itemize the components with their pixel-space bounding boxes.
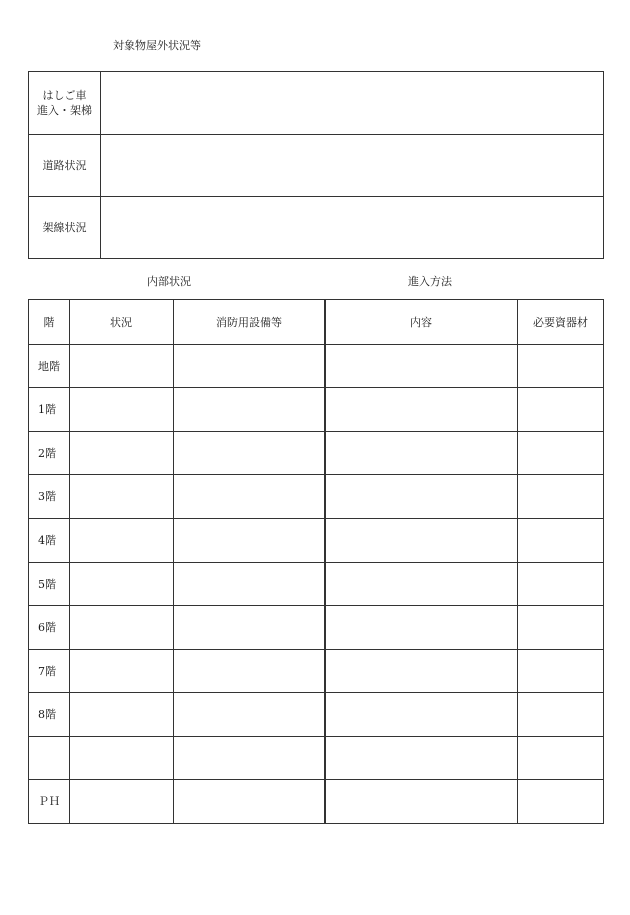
table-cell[interactable] <box>325 518 517 562</box>
table-cell[interactable] <box>325 736 517 779</box>
entry-method-title: 進入方法 <box>408 275 452 288</box>
floor-label: 1階 <box>38 403 56 416</box>
table-cell[interactable] <box>325 605 517 649</box>
table-cell[interactable] <box>325 387 517 431</box>
table-cell[interactable] <box>517 562 604 605</box>
outdoor-row-road <box>29 134 603 196</box>
column-header: 消防用設備等 <box>216 316 282 329</box>
outdoor-status-table <box>28 71 604 259</box>
table-cell[interactable] <box>173 474 325 518</box>
table-cell[interactable] <box>517 692 604 736</box>
table-cell[interactable] <box>69 692 173 736</box>
column-header: 必要資器材 <box>533 316 588 329</box>
floor-status-table <box>28 299 604 824</box>
table-cell[interactable] <box>69 474 173 518</box>
floor-label: 4階 <box>38 534 56 547</box>
floor-label: 地階 <box>38 359 60 373</box>
column-header: 状況 <box>110 316 132 329</box>
internal-status-title: 内部状況 <box>147 275 191 288</box>
table-cell[interactable] <box>517 431 604 474</box>
floor-label: 2階 <box>38 446 56 460</box>
table-cell[interactable] <box>325 779 517 823</box>
table-cell[interactable] <box>69 649 173 692</box>
floor-label <box>29 736 69 779</box>
table-cell[interactable] <box>173 387 325 431</box>
table-cell[interactable] <box>517 518 604 562</box>
floor-label: 5階 <box>38 577 56 591</box>
table-cell[interactable] <box>173 518 325 562</box>
table-cell[interactable] <box>173 344 325 387</box>
table-cell[interactable] <box>173 736 325 779</box>
table-cell[interactable] <box>69 387 173 431</box>
column-header: 階 <box>43 316 55 329</box>
table-cell[interactable] <box>517 474 604 518</box>
table-cell[interactable] <box>69 431 173 474</box>
table-cell[interactable] <box>69 562 173 605</box>
column-header: 内容 <box>410 316 432 329</box>
table-cell[interactable] <box>517 344 604 387</box>
outdoor-row-label: 架線状況 <box>29 197 101 258</box>
table-cell[interactable] <box>517 605 604 649</box>
table-cell[interactable] <box>69 518 173 562</box>
table-cell[interactable] <box>517 649 604 692</box>
table-cell[interactable] <box>173 649 325 692</box>
floor-label: 6階 <box>38 621 56 634</box>
outdoor-row-ladder <box>29 72 603 134</box>
table-cell[interactable] <box>517 779 604 823</box>
outdoor-row-wires <box>29 196 603 258</box>
table-cell[interactable] <box>325 692 517 736</box>
table-cell[interactable] <box>173 431 325 474</box>
table-cell[interactable] <box>325 431 517 474</box>
table-cell[interactable] <box>69 344 173 387</box>
outdoor-row-label: はしご車 進入・架梯 <box>29 72 101 134</box>
table-cell[interactable] <box>173 779 325 823</box>
table-cell[interactable] <box>69 605 173 649</box>
floor-label: 8階 <box>38 708 56 721</box>
table-cell[interactable] <box>69 779 173 823</box>
table-cell[interactable] <box>173 562 325 605</box>
outdoor-row-label: 道路状況 <box>29 135 101 196</box>
table-cell[interactable] <box>325 344 517 387</box>
table-cell[interactable] <box>325 474 517 518</box>
table-cell[interactable] <box>517 387 604 431</box>
outdoor-status-title: 対象物屋外状況等 <box>113 39 201 52</box>
table-cell[interactable] <box>69 736 173 779</box>
table-cell[interactable] <box>173 692 325 736</box>
floor-label: 3階 <box>38 490 56 503</box>
table-cell[interactable] <box>517 736 604 779</box>
table-cell[interactable] <box>325 649 517 692</box>
floor-label: ＰＨ <box>38 795 60 808</box>
table-cell[interactable] <box>173 605 325 649</box>
floor-label: 7階 <box>38 664 56 678</box>
table-cell[interactable] <box>325 562 517 605</box>
